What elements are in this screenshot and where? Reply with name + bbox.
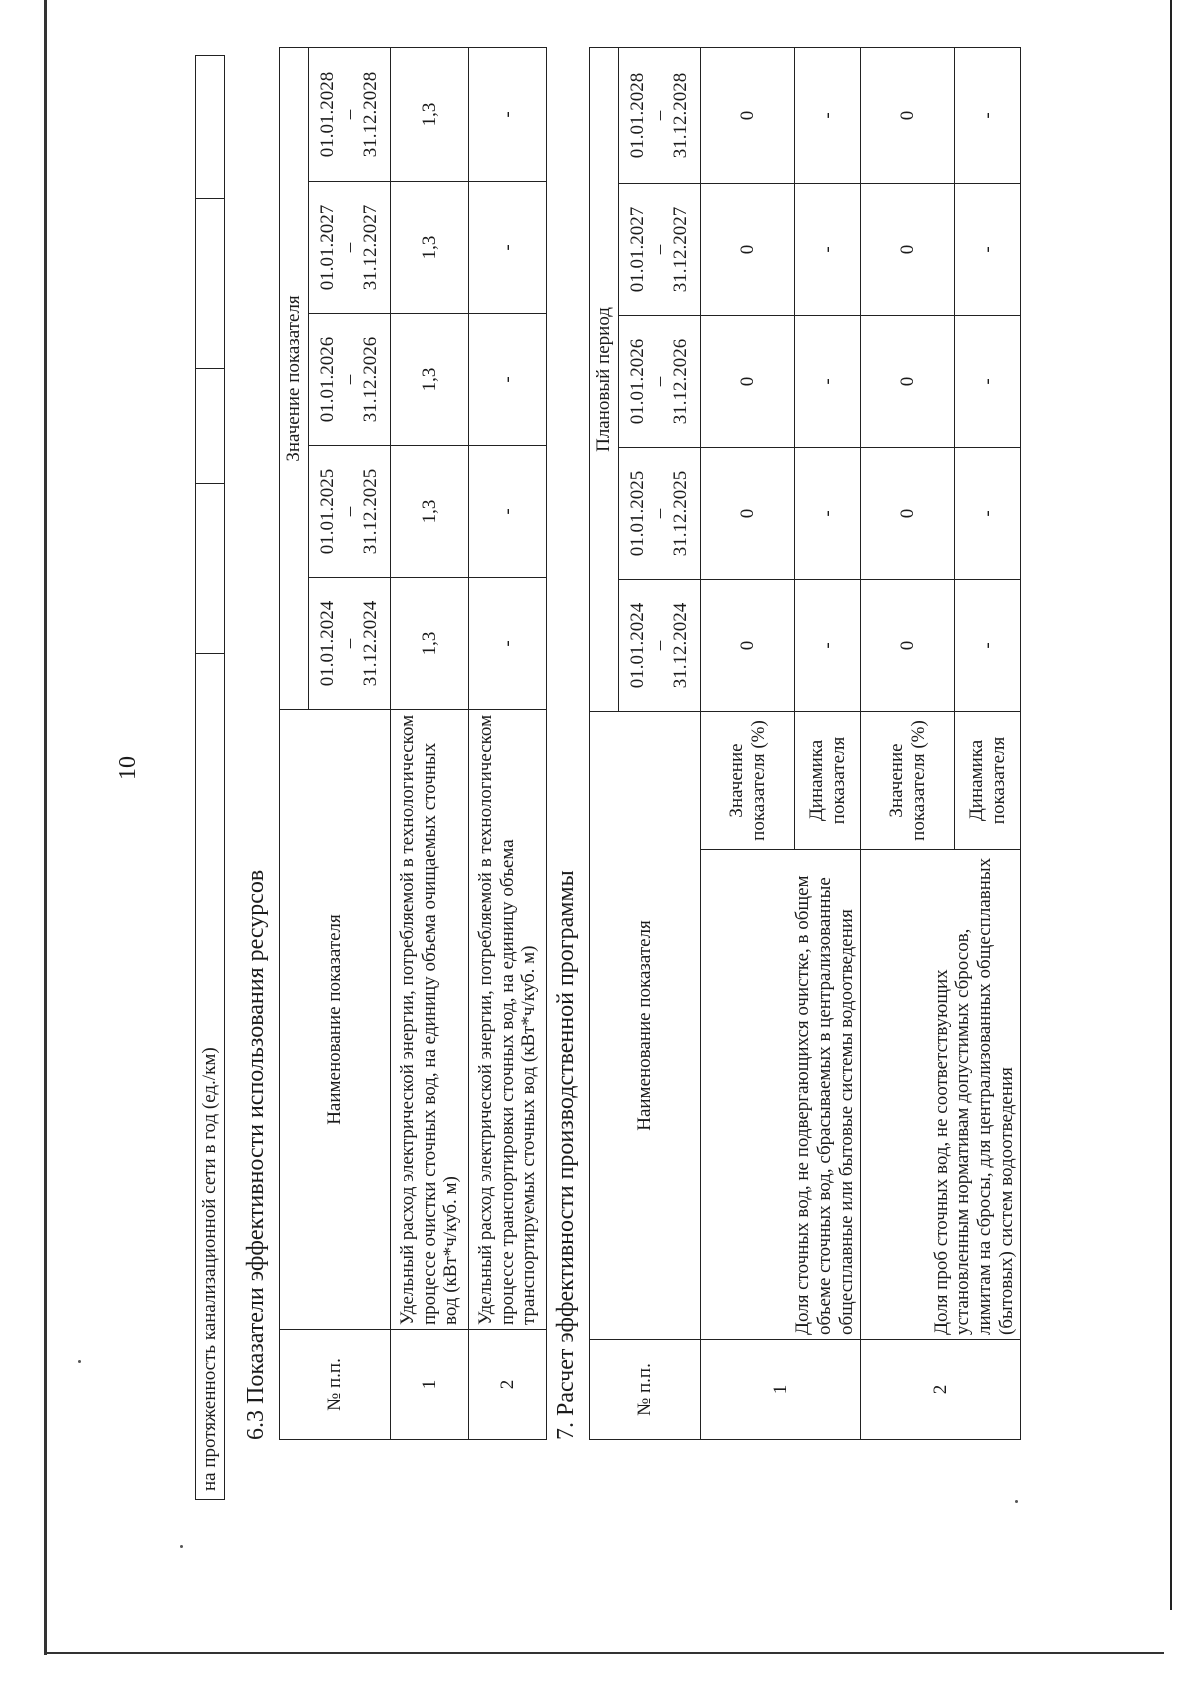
row-number: 1: [391, 1330, 469, 1440]
section-7-caption: 7. Расчет эффективности производственной программы: [553, 870, 579, 1440]
period-header: [619, 447, 701, 579]
value-cell: 0: [861, 183, 955, 315]
value-cell: 0: [701, 579, 795, 711]
value-cell: 0: [861, 315, 955, 447]
period-header: [619, 47, 701, 183]
period-header: [309, 314, 391, 446]
period-end: 31.12.2024: [670, 602, 692, 689]
value-cell: 0: [701, 447, 795, 579]
period-end: 31.12.2024: [360, 600, 382, 687]
col-number-header: № п.п.: [280, 1330, 391, 1440]
row-name: Доля сточных вод, не подвергающихся очистке, в общем объеме сточных вод, сбрасываемых в централизованные общесплавные или бытовые системы водоотведения: [701, 850, 861, 1340]
table-row: [391, 47, 469, 1439]
period-start: 01.01.2026: [316, 336, 338, 423]
value-cell: 1,3: [391, 578, 469, 710]
value-cell: -: [469, 47, 547, 181]
period-dash: –: [648, 244, 670, 255]
value-cell: -: [469, 578, 547, 710]
period-dash: –: [338, 242, 360, 253]
scan-speck: [1015, 1500, 1018, 1503]
period-dash: –: [648, 110, 670, 121]
period-end: 31.12.2028: [670, 72, 692, 159]
period-end: 31.12.2028: [360, 71, 382, 158]
page-number: 10: [115, 756, 141, 780]
period-dash: –: [338, 638, 360, 649]
period-header: [309, 578, 391, 710]
value-cell: -: [955, 183, 1021, 315]
table-row: [861, 47, 955, 1439]
program-efficiency-table: [589, 47, 1021, 1440]
value-cell: -: [795, 183, 861, 315]
period-dash: –: [338, 374, 360, 385]
col-name-header: Наименование показателя: [280, 710, 391, 1330]
period-end: 31.12.2027: [360, 204, 382, 291]
value-cell: 0: [701, 315, 795, 447]
value-cell: 1,3: [391, 446, 469, 578]
period-start: 01.01.2027: [626, 206, 648, 293]
sub-indicator-label: Динамика показателя: [955, 711, 1021, 849]
sub-indicator-label: Значение показателя (%): [701, 711, 795, 849]
value-cell: -: [795, 447, 861, 579]
previous-table-row-text: на протяженность канализационной сети в год (ед./км): [199, 1047, 220, 1491]
period-end: 31.12.2025: [360, 468, 382, 555]
table-row: [469, 47, 547, 1439]
period-start: 01.01.2028: [626, 72, 648, 159]
period-start: 01.01.2025: [316, 468, 338, 555]
period-header: [619, 579, 701, 711]
value-cell: 1,3: [391, 47, 469, 181]
period-dash: –: [338, 109, 360, 120]
rotated-page: [115, 0, 1125, 1500]
period-header: [309, 182, 391, 314]
period-end: 31.12.2025: [670, 470, 692, 557]
period-end: 31.12.2026: [670, 338, 692, 425]
period-start: 01.01.2024: [316, 600, 338, 687]
col-number-header: № п.п.: [590, 1340, 701, 1440]
value-cell: -: [795, 579, 861, 711]
scan-edge-bottom: [44, 1652, 1164, 1654]
value-cell: 0: [861, 447, 955, 579]
value-cell: -: [795, 315, 861, 447]
previous-table-row: [195, 55, 225, 1500]
scan-edge-right: [1170, 0, 1172, 1610]
value-cell: 0: [701, 183, 795, 315]
value-cell: 1,3: [391, 314, 469, 446]
period-header: [619, 183, 701, 315]
row-name: Удельный расход электрической энергии, потребляемой в технологическом процессе очистки сточных вод, на единицу объема очищаемых сточных вод (кВт*ч/куб. м): [391, 710, 469, 1330]
period-end: 31.12.2026: [360, 336, 382, 423]
period-header: [309, 47, 391, 181]
period-header: [619, 315, 701, 447]
period-start: 01.01.2024: [626, 602, 648, 689]
value-cell: -: [955, 579, 1021, 711]
row-name: Удельный расход электрической энергии, потребляемой в технологическом процессе транспортировки сточных вод, на единицу объема транспортируемых сточных вод (кВт*ч/куб. м): [469, 710, 547, 1330]
value-cell: -: [469, 446, 547, 578]
scan-edge-left: [44, 0, 47, 1655]
period-end: 31.12.2027: [670, 206, 692, 293]
value-cell: -: [955, 47, 1021, 183]
row-name: Доля проб сточных вод, не соответствующих установленным нормативам допустимых сбросов, лимитам на сбросы, для централизованных общесплавных (бытовых) систем водоотведения: [861, 850, 1021, 1340]
period-header: [309, 446, 391, 578]
table-row: [701, 47, 795, 1439]
period-start: 01.01.2028: [316, 71, 338, 158]
value-cell: 0: [701, 47, 795, 183]
period-dash: –: [648, 640, 670, 651]
value-cell: 1,3: [391, 182, 469, 314]
row-number: 2: [469, 1330, 547, 1440]
value-cell: -: [795, 47, 861, 183]
value-cell: -: [955, 447, 1021, 579]
period-start: 01.01.2026: [626, 338, 648, 425]
value-cell: -: [469, 314, 547, 446]
period-start: 01.01.2025: [626, 470, 648, 557]
value-cell: -: [955, 315, 1021, 447]
period-dash: –: [648, 376, 670, 387]
sub-indicator-label: Значение показателя (%): [861, 711, 955, 849]
scan-speck: [78, 1360, 81, 1363]
resource-efficiency-table: [279, 47, 547, 1440]
period-start: 01.01.2027: [316, 204, 338, 291]
section-6-3-caption: 6.3 Показатели эффективности использования ресурсов: [243, 869, 269, 1440]
value-cell: 0: [861, 47, 955, 183]
col-period-header: Плановый период: [590, 47, 619, 711]
period-dash: –: [648, 508, 670, 519]
row-number: 2: [861, 1340, 1021, 1440]
col-name-header: Наименование показателя: [590, 711, 701, 1339]
period-dash: –: [338, 506, 360, 517]
sub-indicator-label: Динамика показателя: [795, 711, 861, 849]
value-cell: -: [469, 182, 547, 314]
col-value-header: Значение показателя: [280, 47, 309, 709]
row-number: 1: [701, 1340, 861, 1440]
value-cell: 0: [861, 579, 955, 711]
scan-speck: [180, 1545, 183, 1548]
